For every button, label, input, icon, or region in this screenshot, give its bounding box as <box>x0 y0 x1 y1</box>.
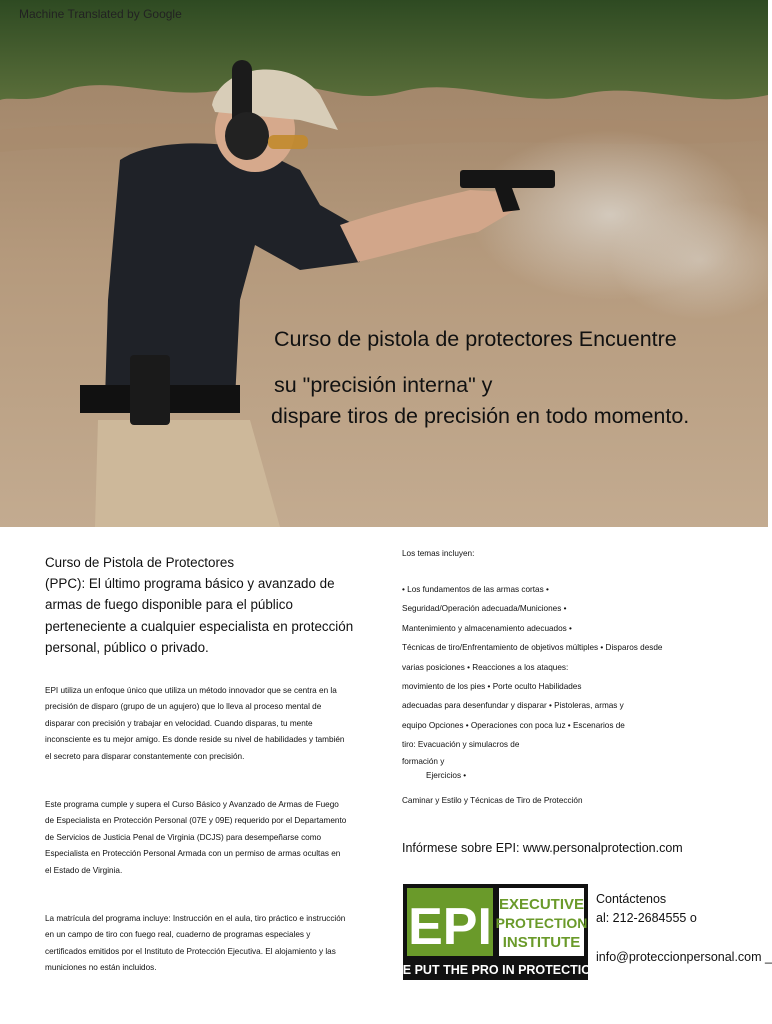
topic-line: tiro: Evacuación y simulacros de <box>402 740 520 750</box>
machine-translation-label: Machine Translated by Google <box>19 7 182 21</box>
epi-logo-graphic <box>390 884 601 980</box>
intro-line: perteneciente a cualquier especialista en protección <box>45 618 354 634</box>
method-paragraph <box>45 683 375 765</box>
topics-title: Los temas incluyen: <box>402 549 475 558</box>
intro-line: personal, público o privado. <box>45 639 209 655</box>
text-line: el secreto para disparar constantemente con precisión. <box>45 751 245 761</box>
text-line: en un campo de tiro con fuego real, cuaderno de programas especiales y <box>45 930 311 940</box>
logo-line-1: EXECUTIVE <box>498 896 585 913</box>
topic-line: equipo Opciones • Operaciones con poca luz • Escenarios de <box>402 720 625 730</box>
logo-letters: EPI <box>408 898 492 956</box>
text-line: certificados emitidos por el Instituto de Protección Ejecutiva. El alojamiento y las <box>45 946 336 956</box>
epi-logo <box>390 884 601 980</box>
text-line: de Servicios de Justicia Penal de Virginia (DCJS) para desempeñarse como <box>45 832 322 842</box>
topic-line: varias posiciones • Reacciones a los ataques: <box>402 662 569 672</box>
info-link-text[interactable]: Infórmese sobre EPI: www.personalprotection.com <box>402 841 683 855</box>
topic-line-last: Caminar y Estilo y Técnicas de Tiro de Protección <box>402 795 583 805</box>
text-line: el Estado de Virginia. <box>45 865 123 875</box>
logo-tagline: WE PUT THE PRO IN PROTECTION <box>390 963 601 977</box>
intro-line: (PPC): El último programa básico y avanzado de <box>45 576 335 592</box>
text-line: inconsciente es tu mejor amigo. Es donde reside su nivel de habilidades y también <box>45 735 345 745</box>
intro-line: Curso de Pistola de Protectores <box>45 555 235 570</box>
intro-line: armas de fuego disponible para el público <box>45 597 293 613</box>
text-line: de Especialista en Protección Personal (07E y 09E) requerido por el Departamento <box>45 816 347 826</box>
intro-paragraph <box>45 552 375 658</box>
contact-title: Contáctenos <box>596 892 667 906</box>
topic-line: adecuadas para desenfundar y disparar • Pistoleras, armas y <box>402 701 624 711</box>
text-line: Especialista en Protección Personal Armada con un permiso de armas ocultas en <box>45 849 341 859</box>
logo-line-2: PROTECTION <box>495 915 588 931</box>
contact-phone[interactable]: al: 212-2684555 o <box>596 911 697 925</box>
text-line: EPI utiliza un enfoque único que utiliza un método innovador que se centra en la <box>45 686 337 695</box>
text-line: Este programa cumple y supera el Curso Básico y Avanzado de Armas de Fuego <box>45 800 339 809</box>
topic-line: formación y <box>402 756 445 766</box>
headline-line-1: Curso de pistola de protectores Encuentre <box>274 327 677 351</box>
topic-line: Seguridad/Operación adecuada/Municiones • <box>402 604 567 614</box>
tuition-paragraph <box>45 911 375 977</box>
text-line: precisión de disparo (grupo de un agujero) que lo lleva al proceso mental de <box>45 702 322 712</box>
topic-line: Mantenimiento y almacenamiento adecuados • <box>402 623 572 633</box>
topic-line-indented: Ejercicios • <box>426 770 467 780</box>
text-line: disparar con precisión y trabajar en velocidad. Cuando disparas, tu mente <box>45 718 313 728</box>
topic-line: Técnicas de tiro/Enfrentamiento de objetivos múltiples • Disparos desde <box>402 643 663 653</box>
topics-section <box>402 549 732 810</box>
compliance-paragraph <box>45 797 375 879</box>
contact-block <box>596 890 772 967</box>
topic-line: movimiento de los pies • Porte oculto Habilidades <box>402 682 582 692</box>
text-line: municiones no están incluidos. <box>45 963 157 973</box>
logo-line-3: INSTITUTE <box>502 934 581 951</box>
contact-email[interactable]: info@proteccionpersonal.com _ <box>596 950 772 964</box>
topic-line: • Los fundamentos de las armas cortas • <box>402 585 549 594</box>
headline-line-3: dispare tiros de precisión en todo momento. <box>271 404 690 428</box>
text-line: La matrícula del programa incluye: Instrucción en el aula, tiro práctico e instrucción <box>45 914 346 923</box>
headline-line-2: su "precisión interna" y <box>274 373 493 397</box>
